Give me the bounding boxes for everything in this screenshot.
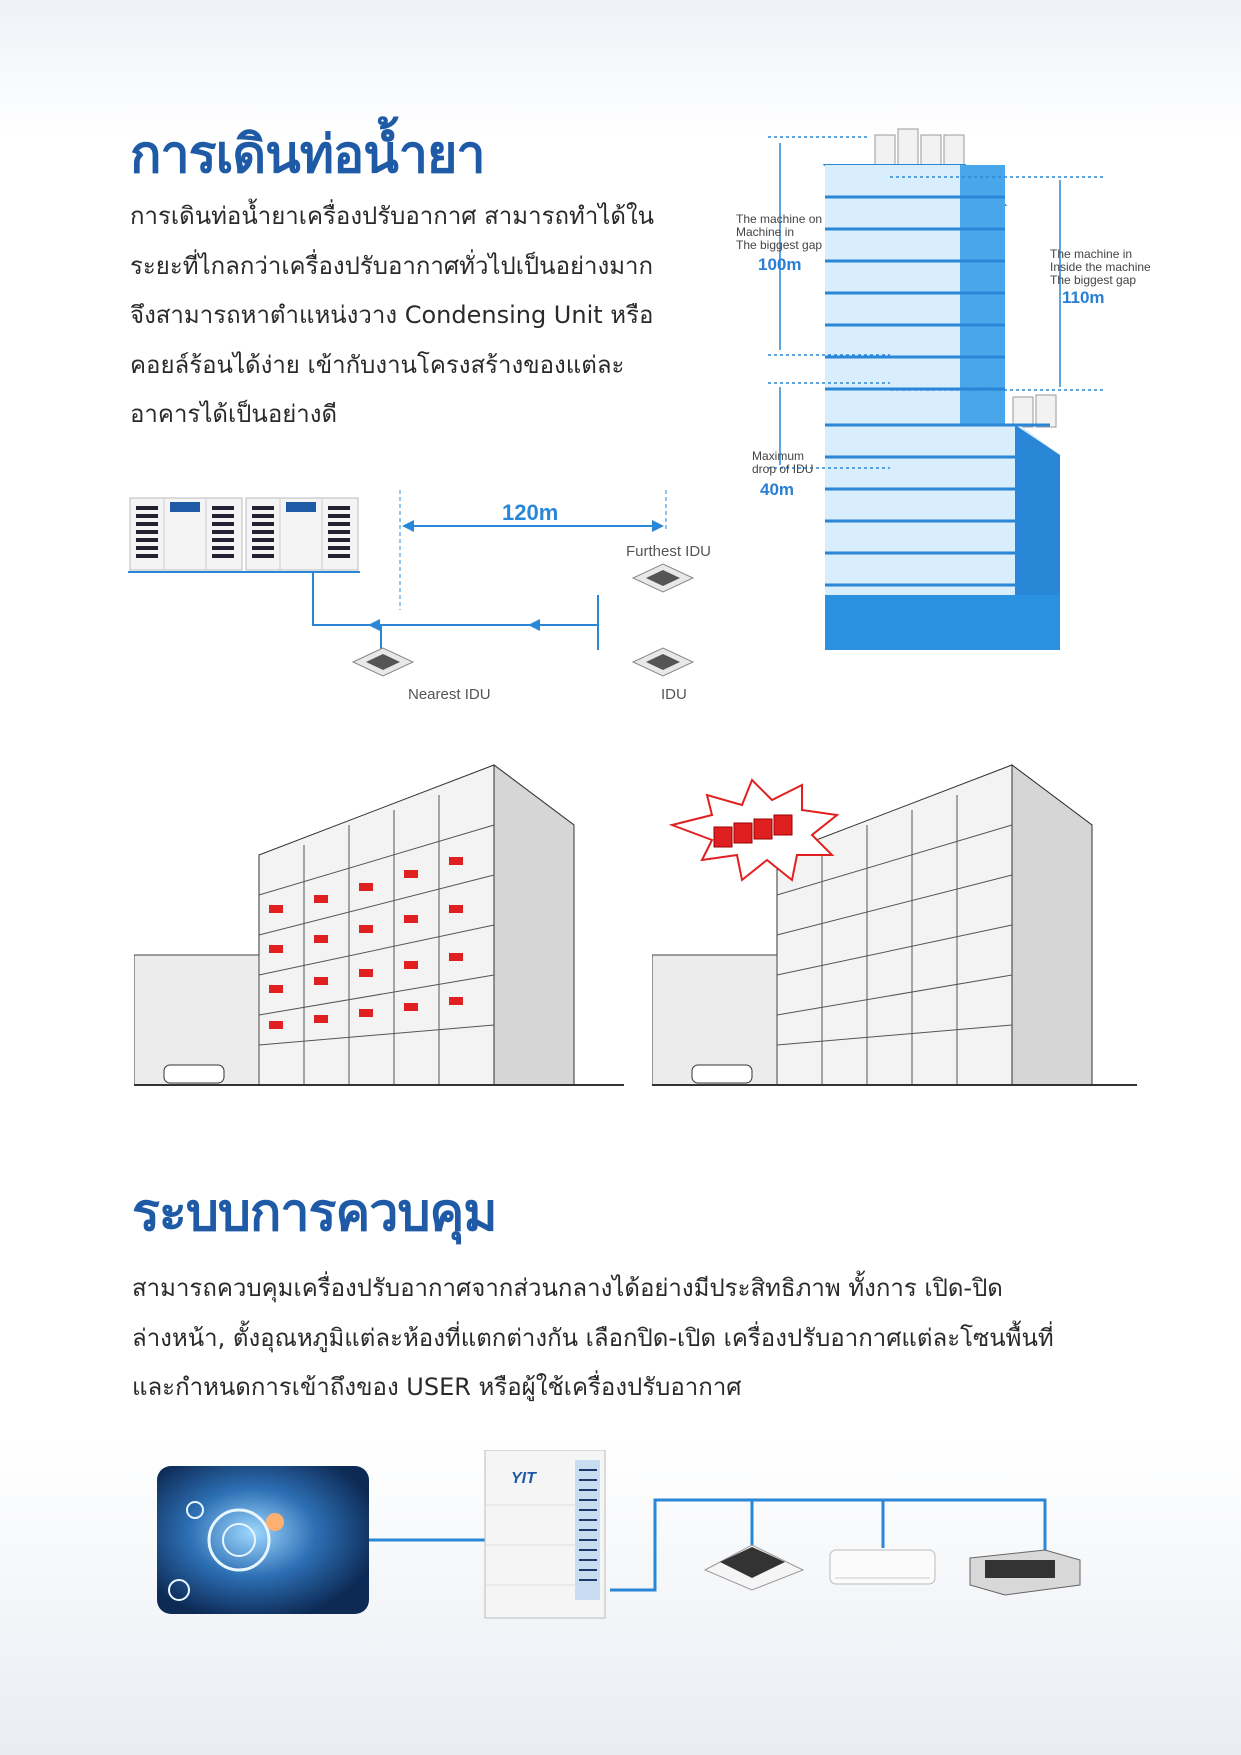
left-gap-label — [736, 213, 822, 252]
building-sketch-distributed-graphic — [134, 755, 624, 1110]
left-gap-value: 100m — [758, 255, 802, 274]
piping-line-3: จึงสามารถหาตำแหน่งวาง Condensing Unit หรือ — [130, 301, 654, 329]
brand-logo: YIT — [511, 1470, 536, 1487]
control-line-2: ล่างหน้า, ตั้งอุณหภูมิแต่ละห้องที่แตกต่างกัน เลือกปิด-เปิด เครื่องปรับอากาศแต่ละโซนพื้นที่ — [132, 1323, 1054, 1352]
right-gap-label-line-2: Inside the machine — [1050, 260, 1151, 274]
distance-label: 120m — [502, 500, 559, 525]
indoor-wall-unit — [830, 1550, 935, 1584]
left-gap-label-line-3: The biggest gap — [736, 238, 823, 252]
outdoor-unit-right — [246, 498, 358, 570]
control-paragraph — [132, 1264, 1152, 1413]
piping-line-5: อาคารได้เป็นอย่างดี — [130, 400, 338, 428]
idu-label: IDU — [661, 686, 687, 703]
right-gap-label — [1050, 248, 1160, 287]
drop-value: 40m — [760, 480, 795, 499]
control-title: ระบบการควบคุม — [132, 1183, 497, 1243]
control-diagram-graphic — [155, 1450, 1095, 1630]
right-gap-label-line-3: The biggest gap — [1050, 273, 1137, 287]
indoor-cassette-unit — [705, 1545, 803, 1590]
piping-distance-diagram — [128, 490, 728, 710]
control-system-diagram — [155, 1450, 1095, 1630]
piping-line-4: คอยล์ร้อนได้ง่าย เข้ากับงานโครงสร้างของแต่ละ — [130, 350, 625, 379]
drop-label-line-2: drop of IDU — [752, 462, 814, 476]
right-gap-value: 110m — [1062, 288, 1105, 307]
piping-line-2: ระยะที่ไกลกว่าเครื่องปรับอากาศทั่วไปเป็นอย่างมาก — [130, 251, 654, 280]
building-sketch-distributed — [134, 755, 624, 1110]
left-gap-label-line-2: Machine in — [736, 225, 795, 239]
left-gap-label-line-1: The machine on — [736, 212, 823, 226]
furthest-idu-label: Furthest IDU — [626, 543, 712, 560]
building-sketch-rooftop — [652, 755, 1137, 1110]
right-gap-label-line-1: The machine in — [1050, 247, 1133, 261]
piping-paragraph — [130, 192, 690, 440]
central-controller-image — [157, 1466, 369, 1614]
building-height-diagram — [730, 125, 1160, 665]
piping-title: การเดินท่อน้ำยา — [130, 125, 485, 185]
outdoor-unit-central — [485, 1450, 605, 1618]
drop-label-line-1: Maximum — [752, 449, 805, 463]
building-graphic — [730, 125, 1160, 665]
indoor-ducted-unit — [970, 1550, 1080, 1595]
piping-diagram-graphic — [128, 490, 728, 710]
idu-furthest — [633, 564, 693, 592]
drop-label — [752, 450, 813, 476]
control-line-3: และกำหนดการเข้าถึงของ USER หรือผู้ใช้เครื่องปรับอากาศ — [132, 1373, 742, 1401]
control-line-1: สามารถควบคุมเครื่องปรับอากาศจากส่วนกลางได้อย่างมีประสิทธิภาพ ทั้งการ เปิด-ปิด — [132, 1274, 1003, 1302]
outdoor-unit-left — [130, 498, 242, 570]
nearest-idu-label: Nearest IDU — [408, 686, 491, 703]
idu-middle — [633, 648, 693, 676]
idu-nearest — [353, 648, 413, 676]
building-sketch-rooftop-graphic — [652, 755, 1137, 1110]
piping-line-1: การเดินท่อน้ำยาเครื่องปรับอากาศ สามารถทำได้ใน — [130, 202, 655, 230]
